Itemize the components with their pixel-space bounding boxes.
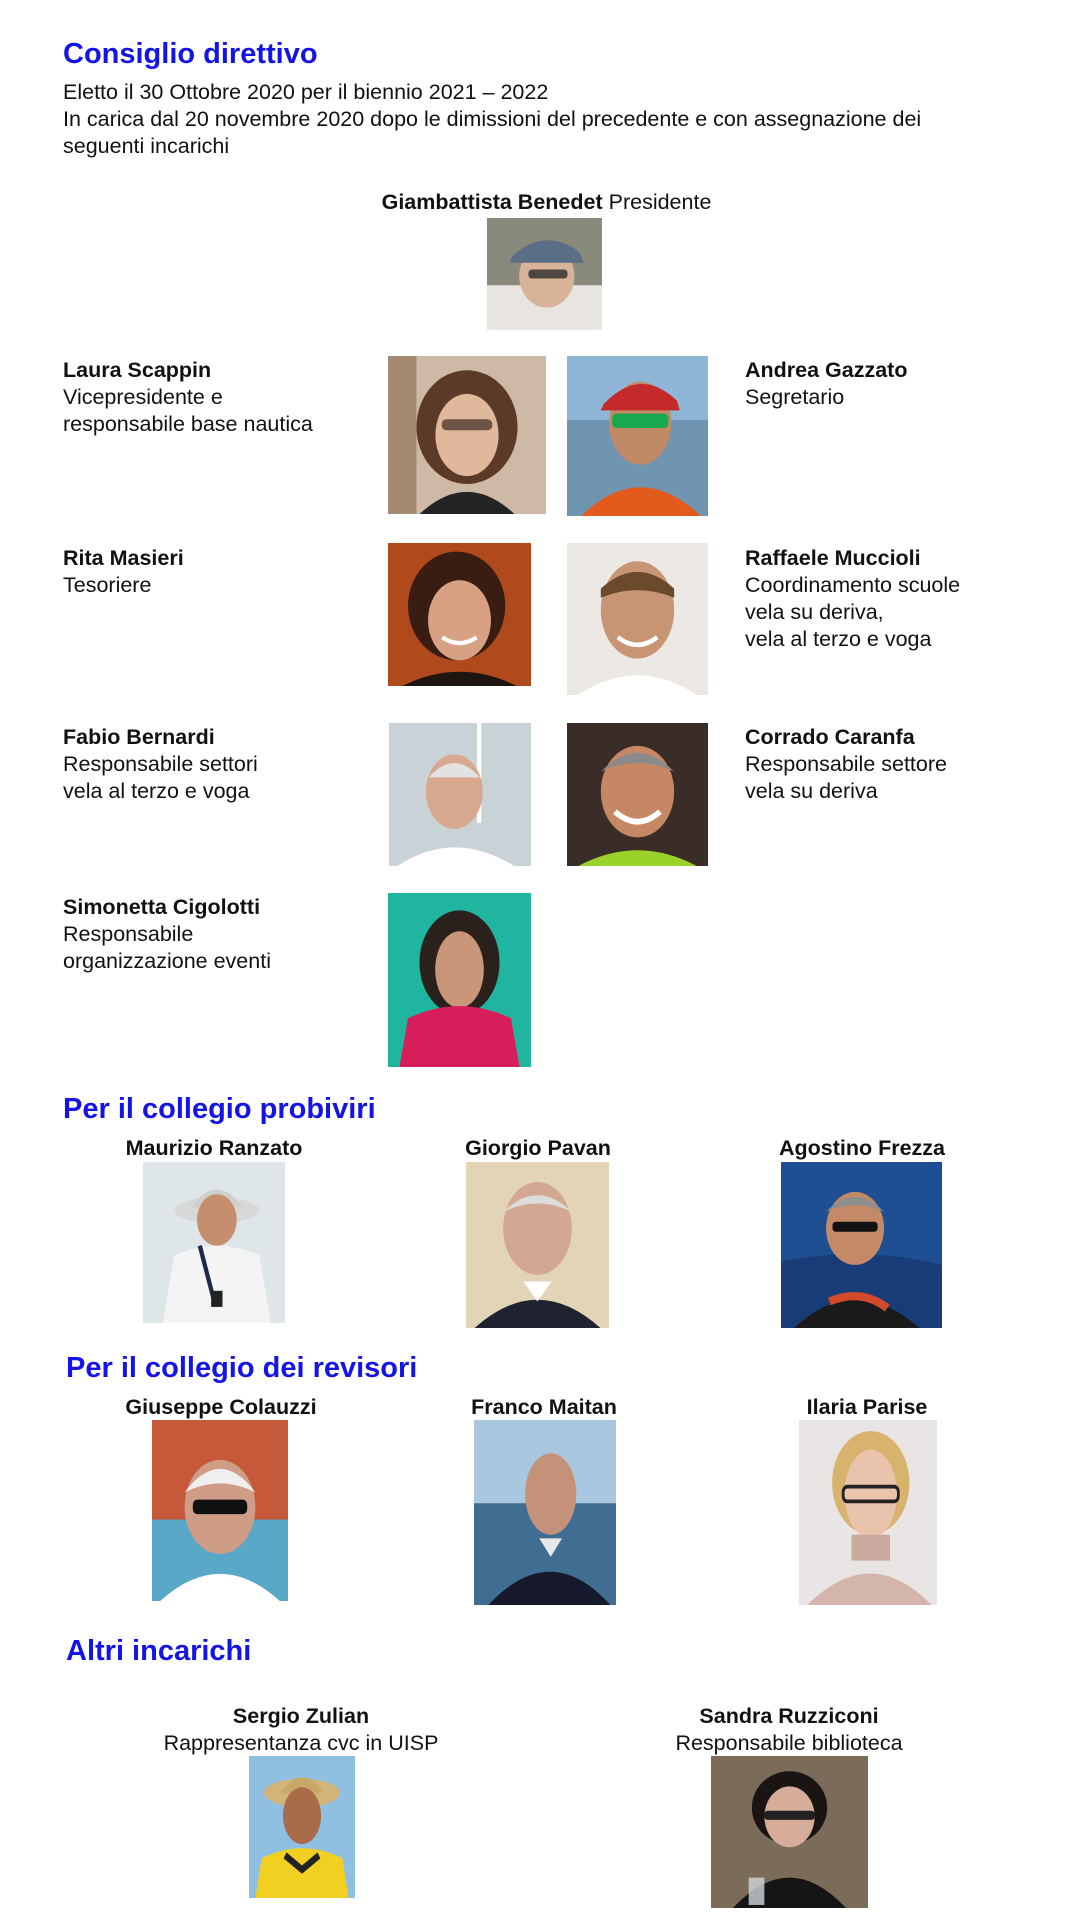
member-corrado-caranfa bbox=[745, 724, 947, 805]
member-role-line: organizzazione eventi bbox=[63, 949, 271, 973]
member-role-line: Responsabile settore bbox=[745, 752, 947, 776]
giorgio-pavan-photo bbox=[466, 1162, 609, 1328]
member-laura-scappin bbox=[63, 357, 313, 438]
altri-member-sergio-zulian bbox=[101, 1703, 501, 1757]
giuseppe-colauzzi-photo bbox=[152, 1420, 288, 1601]
maurizio-ranzato-photo bbox=[143, 1162, 285, 1323]
andrea-gazzato-photo bbox=[567, 356, 708, 516]
member-name: Andrea Gazzato bbox=[745, 358, 908, 382]
intro-line: Eletto il 30 Ottobre 2020 per il biennio 2021 – 2022 bbox=[63, 80, 549, 104]
member-role-line: Vicepresidente e bbox=[63, 385, 223, 409]
member-role: Responsabile biblioteca bbox=[675, 1731, 903, 1755]
member-role: Rappresentanza cvc in UISP bbox=[163, 1731, 439, 1755]
probiviri-name: Agostino Frezza bbox=[778, 1136, 946, 1160]
member-fabio-bernardi bbox=[63, 724, 258, 805]
member-role-line: vela su deriva bbox=[745, 779, 878, 803]
member-name: Corrado Caranfa bbox=[745, 725, 915, 749]
member-name: Rita Masieri bbox=[63, 546, 184, 570]
member-role-line: Responsabile settori bbox=[63, 752, 258, 776]
member-rita-masieri bbox=[63, 545, 184, 599]
probiviri-name: Maurizio Ranzato bbox=[125, 1136, 303, 1160]
sandra-ruzziconi-photo bbox=[711, 1756, 868, 1908]
franco-maitan-photo bbox=[474, 1420, 616, 1605]
member-role-line: Coordinamento scuole bbox=[745, 573, 961, 597]
sergio-zulian-photo bbox=[249, 1756, 355, 1898]
member-role-line: vela al terzo e voga bbox=[63, 779, 250, 803]
consiglio-intro bbox=[63, 79, 921, 160]
member-name: Simonetta Cigolotti bbox=[63, 895, 261, 919]
member-raffaele-muccioli bbox=[745, 545, 960, 653]
member-name: Sergio Zulian bbox=[232, 1704, 370, 1728]
laura-scappin-photo bbox=[388, 356, 546, 514]
simonetta-cigolotti-photo bbox=[388, 893, 531, 1067]
president-photo bbox=[487, 218, 602, 330]
member-role-line: Responsabile bbox=[63, 922, 194, 946]
intro-line: seguenti incarichi bbox=[63, 134, 230, 158]
section-title-revisori: Per il collegio dei revisori bbox=[66, 1352, 418, 1384]
member-name: Fabio Bernardi bbox=[63, 725, 215, 749]
member-name: Sandra Ruzziconi bbox=[699, 1704, 879, 1728]
member-role-line: vela al terzo e voga bbox=[745, 627, 932, 651]
raffaele-muccioli-photo bbox=[567, 543, 708, 695]
member-simonetta-cigolotti bbox=[63, 894, 271, 975]
president-name: Giambattista Benedet bbox=[381, 190, 603, 214]
member-role-line: Segretario bbox=[745, 385, 845, 409]
agostino-frezza-photo bbox=[781, 1162, 942, 1328]
member-andrea-gazzato bbox=[745, 357, 907, 411]
probiviri-name: Giorgio Pavan bbox=[465, 1136, 611, 1160]
member-role-line: responsabile base nautica bbox=[63, 412, 313, 436]
section-title-altri: Altri incarichi bbox=[66, 1635, 252, 1667]
member-role-line: Tesoriere bbox=[63, 573, 152, 597]
section-title-consiglio: Consiglio direttivo bbox=[63, 38, 318, 70]
president-role: Presidente bbox=[608, 190, 712, 214]
revisori-name: Giuseppe Colauzzi bbox=[125, 1395, 317, 1419]
member-name: Laura Scappin bbox=[63, 358, 212, 382]
fabio-bernardi-photo bbox=[389, 723, 531, 866]
member-role-line: vela su deriva, bbox=[745, 600, 884, 624]
revisori-name: Ilaria Parise bbox=[806, 1395, 928, 1419]
corrado-caranfa-photo bbox=[567, 723, 708, 866]
ilaria-parise-photo bbox=[799, 1420, 937, 1605]
rita-masieri-photo bbox=[388, 543, 531, 686]
altri-member-sandra-ruzziconi bbox=[589, 1703, 989, 1757]
revisori-name: Franco Maitan bbox=[471, 1395, 617, 1419]
intro-line: In carica dal 20 novembre 2020 dopo le dimissioni del precedente e con assegnazione dei bbox=[63, 107, 922, 131]
president-caption bbox=[0, 189, 1073, 216]
section-title-probiviri: Per il collegio probiviri bbox=[63, 1093, 376, 1125]
member-name: Raffaele Muccioli bbox=[745, 546, 921, 570]
